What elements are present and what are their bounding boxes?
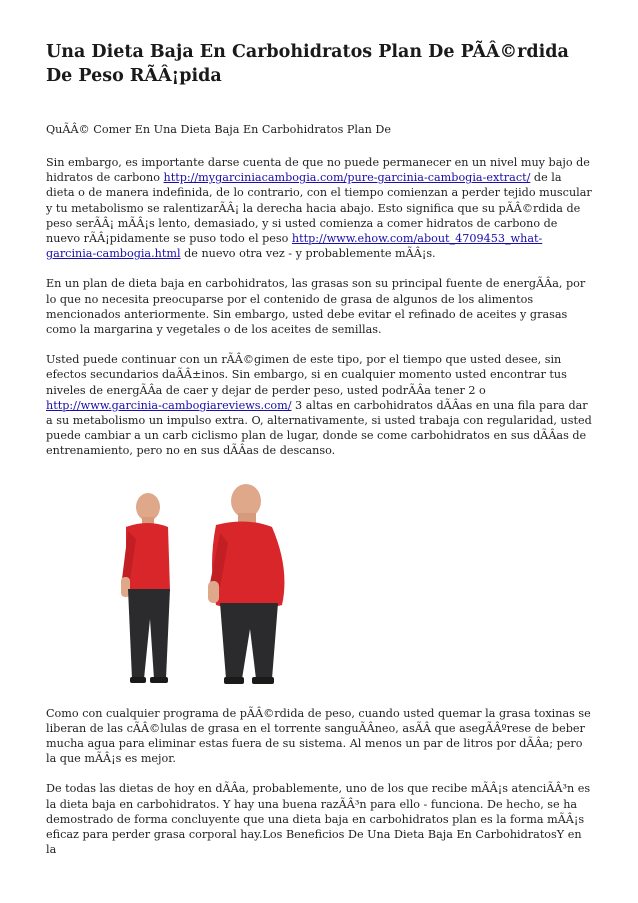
paragraph-4: Como con cualquier programa de pÃÂ©rdida de peso, cuando usted quemar la grasa toxinas se liberan de las cÃÂ©lulas de grasa en el torrente sanguÃÂneo, asÃÂ que asegÃÂºrese de beber mucha agua para eliminar estas fuera de su sistema. Al menos un par de litros por dÃÂa; pero la que mÃÂ¡s es mejor. [46,706,591,766]
paragraph-1 [46,155,592,261]
link-ehow[interactable]: http://www.ehow.com/about_4709453_what-garcinia-cambogia.html [46,232,543,261]
document-title: Una Dieta Baja En Carbohidratos Plan De PÃÂ©rdida De Peso RÃÂ¡pida [46,42,569,86]
link-garcinia-reviews[interactable]: http://www.garcinia-cambogiareviews.com/ [46,398,292,412]
paragraph-3-text-a: Usted puede continuar con un rÃÂ©gimen de este tipo, por el tiempo que usted desee, sin efectos secundarios daÃÂ±inos. Sin embargo, si en cualquier momento usted encontrar tus niveles de energÃÂa de caer y dejar de perder peso, usted podrÃÂa tener 2 o [46,353,567,397]
paragraph-1-text-c: de nuevo otra vez - y probablemente mÃÂ¡s. [180,247,436,261]
link-mygarciniacambogia[interactable]: http://mygarciniacambogia.com/pure-garcinia-cambogia-extract/ [163,171,531,185]
before-after-illustration [86,479,306,694]
paragraph-1-text-a: Sin embargo, es importante darse cuenta de que no puede permanecer en un nivel muy bajo de hidratos de carbono [46,156,590,185]
before-after-weight-loss-image [86,479,306,694]
paragraph-3-text-b: 3 altas en carbohidratos dÃÂas en una fila para dar a su metabolismo un impulso extra. O, alternativamente, si usted trabaja con regularidad, usted puede cambiar a un carb ciclismo plan de lugar, donde se come carbohidratos en sus dÃÂas de entrenamiento, pero no en sus dÃÂas de descanso. [46,398,592,458]
paragraph-1-text-b: de la dieta o de manera indefinida, de lo contrario, con el tiempo comienzan a perder tejido muscular y tu metabolismo se ralentizarÃÂ¡ la derecha hacia abajo. Esto significa que su pÃÂ©rdida de peso serÃÂ¡ mÃÂ¡s lento, demasiado, y si usted comienza a comer hidratos de carbono de nuevo rÃÂ¡pidamente se puso todo el peso [46,171,592,246]
paragraph-3 [46,352,592,458]
paragraph-2: En un plan de dieta baja en carbohidratos, las grasas son su principal fuente de energÃÂa, por lo que no necesita preocuparse por el contenido de grasa de algunos de los alimentos mencionados anteriormente. Sin embargo, usted debe evitar el refinado de aceites y grasas como la margarina y vegetales o de los aceites de semillas. [46,277,586,337]
document-subtitle: QuÃÂ© Comer En Una Dieta Baja En Carbohidratos Plan De [46,123,391,136]
paragraph-5: De todas las dietas de hoy en dÃÂa, probablemente, uno de los que recibe mÃÂ¡s atenciÃÂ³n es la dieta baja en carbohidratos. Y hay una buena razÃÂ³n para ello - funciona. De hecho, se ha demostrado de forma concluyente que una dieta baja en carbohidratos plan es la forma mÃÂ¡s eficaz para perder grasa corporal hay.Los Beneficios De Una Dieta Baja En CarbohidratosY en la [46,782,591,857]
